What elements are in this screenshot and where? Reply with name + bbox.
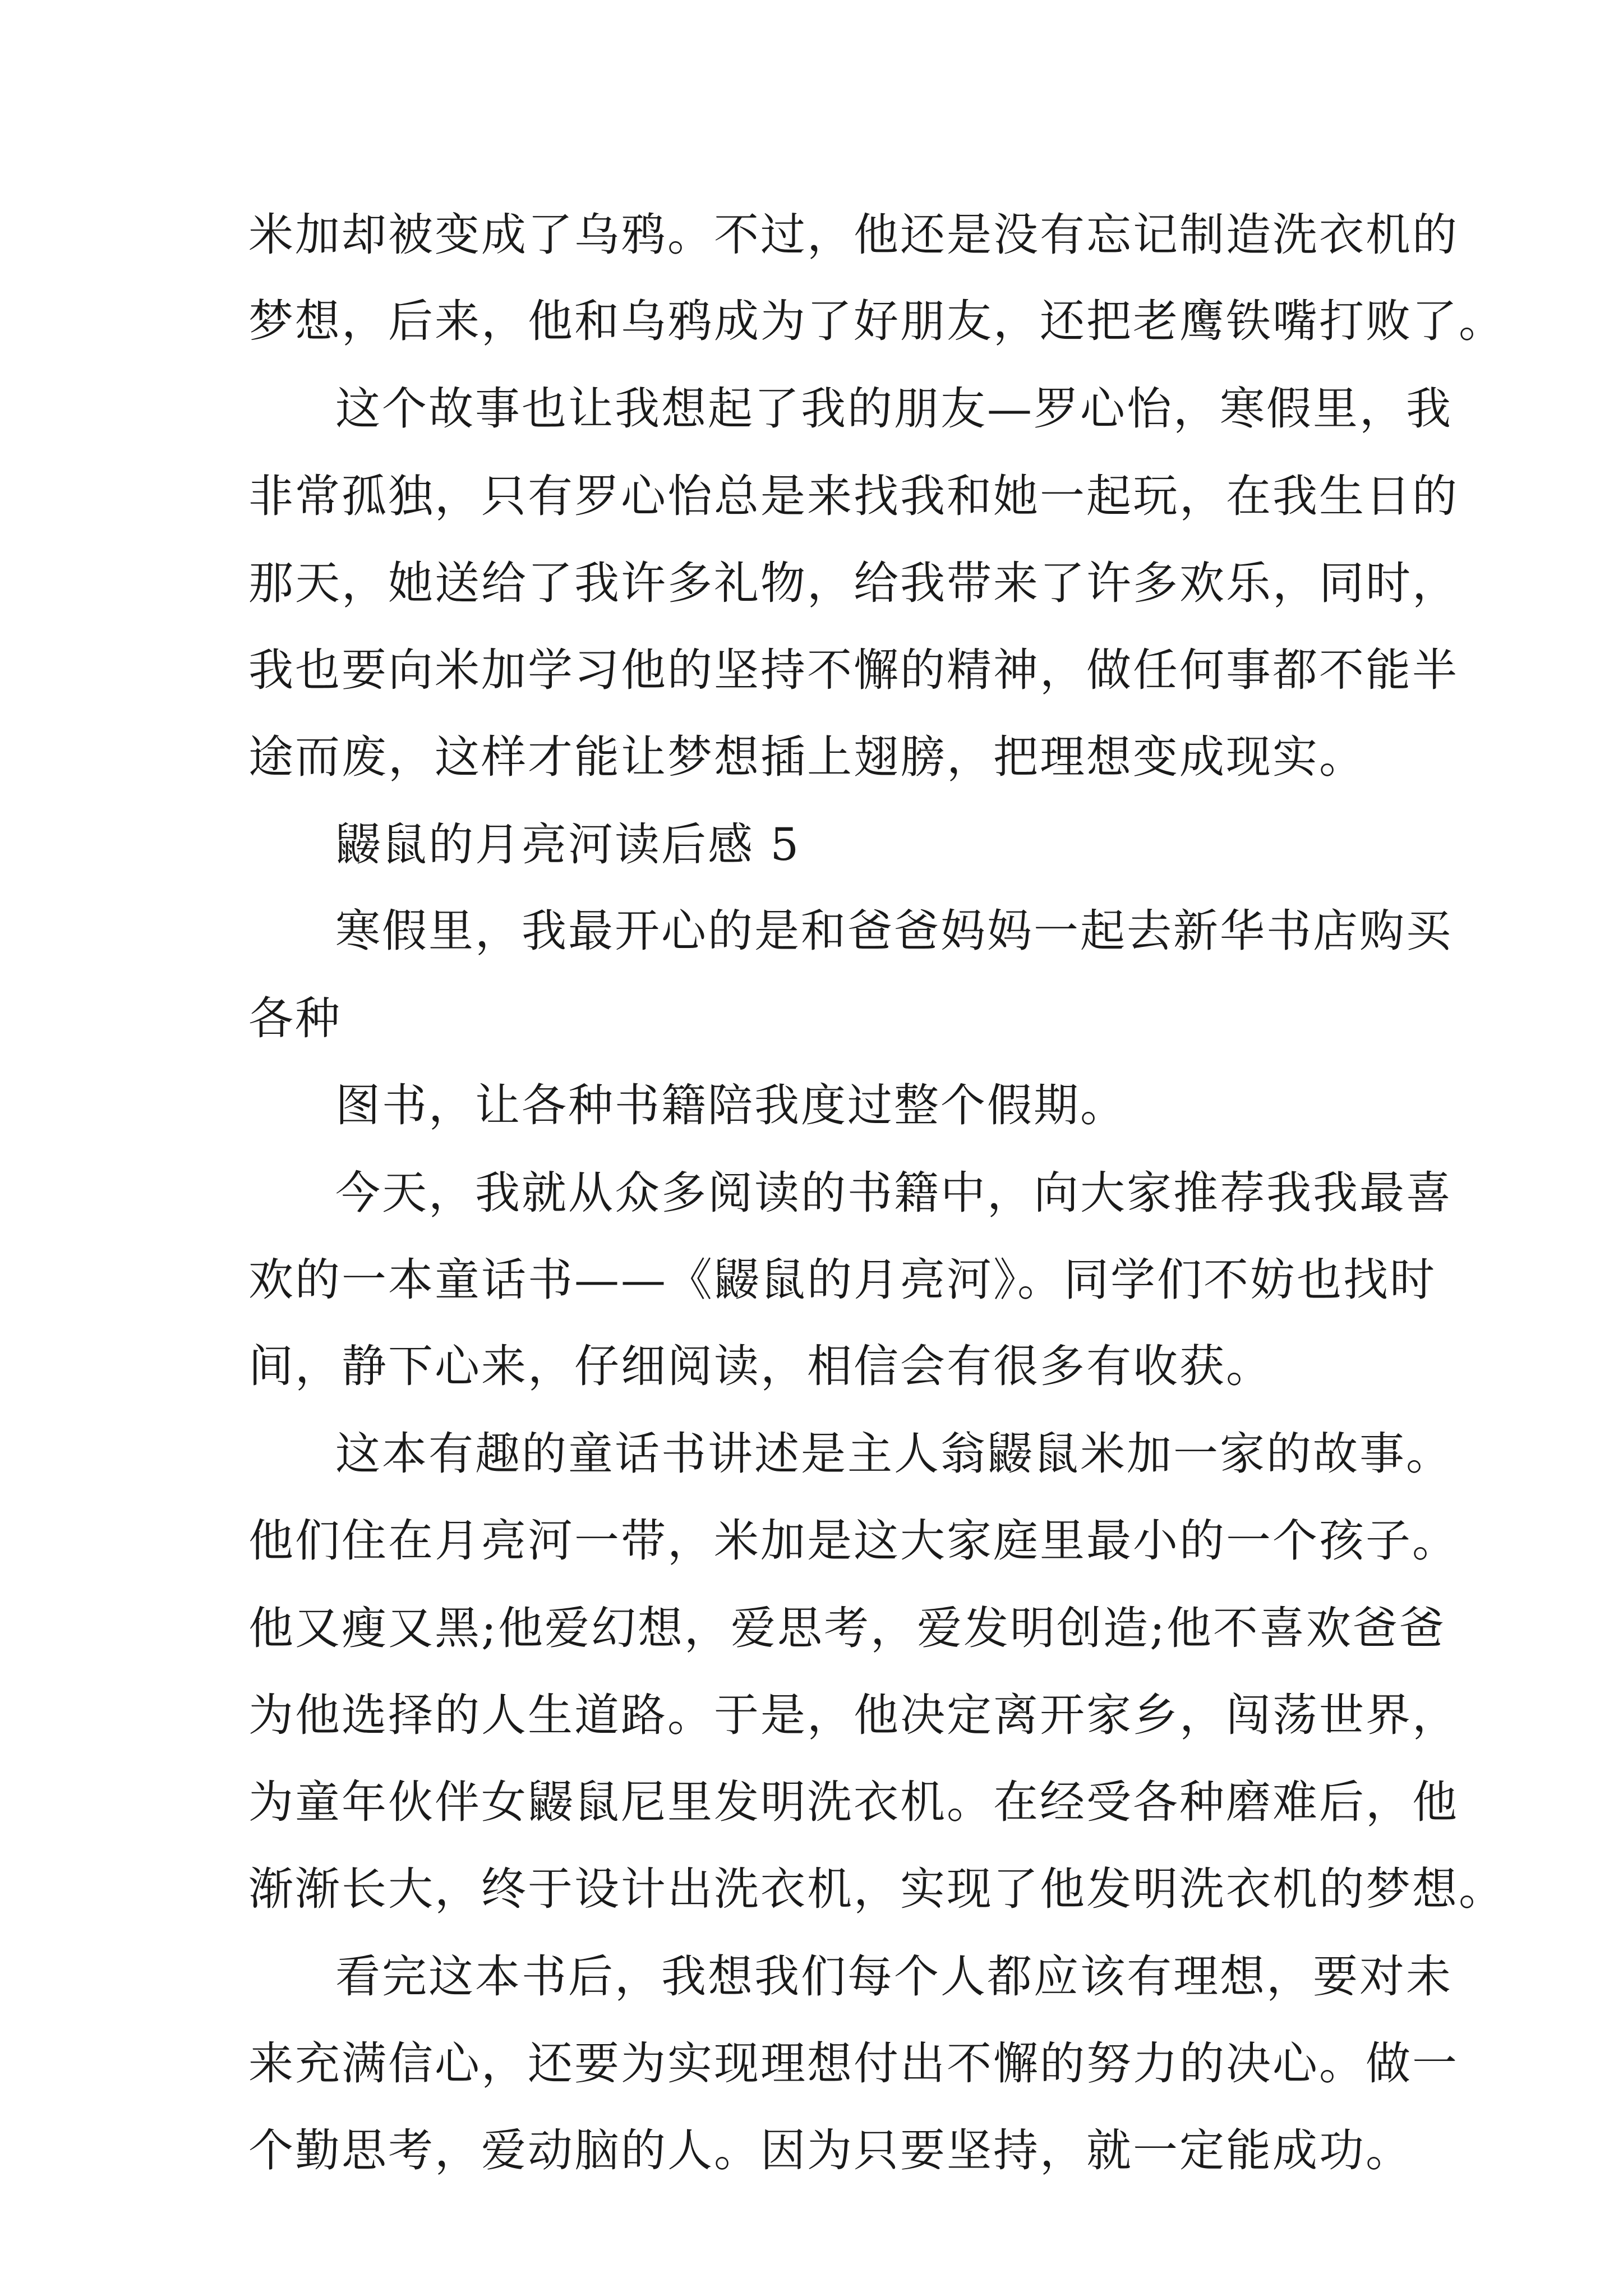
text-line: 他们住在月亮河一带，米加是这大家庭里最小的一个孩子。 [248,1515,1459,1567]
text-line: 来充满信心，还要为实现理想付出不懈的努力的决心。做一 [248,2037,1459,2090]
text-line: 图书，让各种书籍陪我度过整个假期。 [335,1079,1127,1131]
text-line: 途而废，这样才能让梦想插上翅膀，把理想变成现实。 [248,731,1366,783]
text-line: 那天，她送给了我许多礼物，给我带来了许多欢乐，同时， [248,557,1459,609]
text-line: 他又瘦又黑;他爱幻想，爱思考，爱发明创造;他不喜欢爸爸 [248,1602,1446,1654]
text-line: 为童年伙伴女鼹鼠尼里发明洗衣机。在经受各种磨难后，他 [248,1776,1459,1828]
text-line: 渐渐长大，终于设计出洗衣机，实现了他发明洗衣机的梦想。 [248,1863,1505,1915]
text-line: 欢的一本童话书——《鼹鼠的月亮河》。同学们不妨也找时 [248,1254,1436,1306]
text-line: 米加却被变成了乌鸦。不过，他还是没有忘记制造洗衣机的 [248,209,1459,261]
text-line: 寒假里，我最开心的是和爸爸妈妈一起去新华书店购买 [335,905,1453,957]
text-line: 看完这本书后，我想我们每个人都应该有理想，要对未 [335,1950,1453,2003]
text-line: 间，静下心来，仔细阅读，相信会有很多有收获。 [248,1340,1272,1392]
text-line: 这本有趣的童话书讲述是主人翁鼹鼠米加一家的故事。 [335,1428,1453,1480]
text-line: 这个故事也让我想起了我的朋友—罗心怡，寒假里，我 [335,383,1453,435]
text-line: 我也要向米加学习他的坚持不懈的精神，做任何事都不能半 [248,644,1459,696]
text-line: 非常孤独，只有罗心怡总是来找我和她一起玩，在我生日的 [248,470,1459,522]
text-line: 各种 [248,992,342,1045]
text-line: 个勤思考，爱动脑的人。因为只要坚持，就一定能成功。 [248,2124,1412,2177]
text-line: 梦想，后来，他和乌鸦成为了好朋友，还把老鹰铁嘴打败了。 [248,295,1505,347]
text-line: 为他选择的人生道路。于是，他决定离开家乡，闯荡世界， [248,1689,1459,1741]
section-heading: 鼹鼠的月亮河读后感 5 [335,818,801,871]
text-line: 今天，我就从众多阅读的书籍中，向大家推荐我我最喜 [335,1167,1453,1219]
